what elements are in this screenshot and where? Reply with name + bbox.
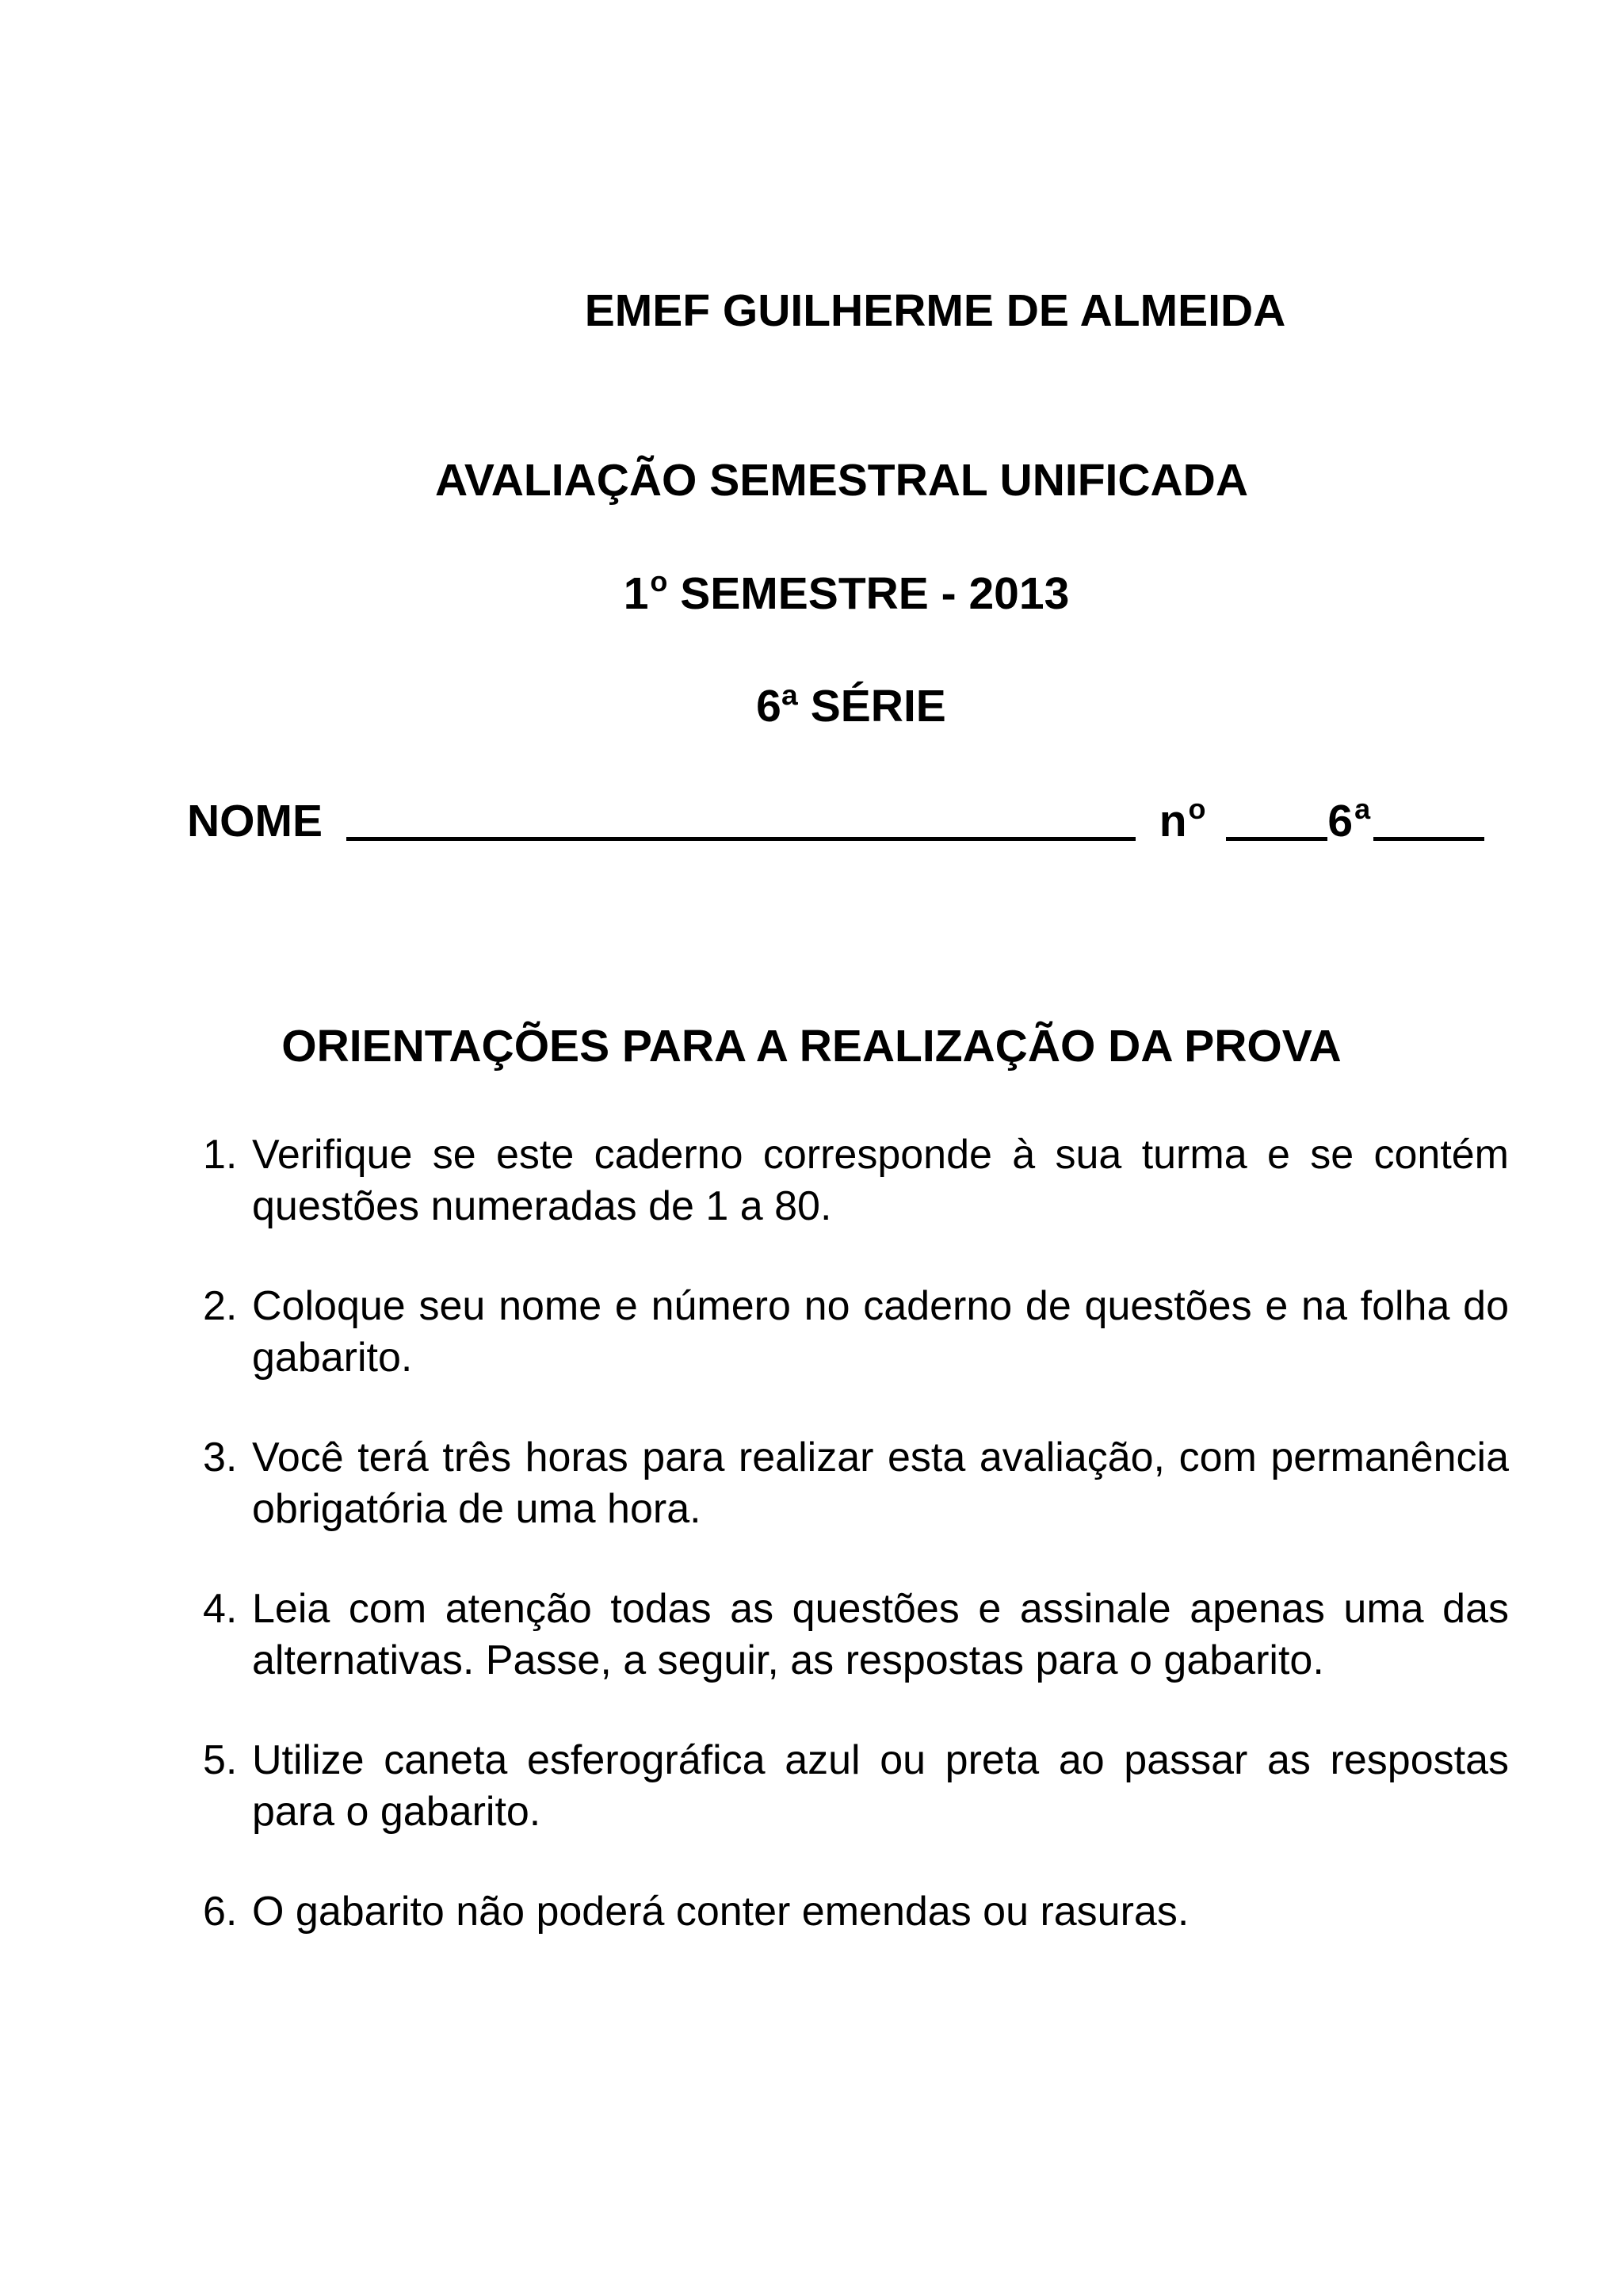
school-name: EMEF GUILHERME DE ALMEIDA [584,285,1286,336]
instruction-item [203,1886,1509,1938]
instruction-number: 5. [203,1737,238,1783]
semester-text: SEMESTRE - 2013 [667,568,1070,619]
instruction-item [203,1432,1509,1535]
instruction-text: Coloque seu nome e número no caderno de questões e na folha do gabarito. [252,1283,1509,1381]
instruction-text: Leia com atenção todas as questões e assinale apenas uma das alternativas. Passe, a seguir, as respostas para o gabarito. [252,1586,1509,1683]
instruction-number: 4. [203,1586,238,1632]
instruction-item [203,1281,1509,1384]
instruction-text: Você terá três horas para realizar esta avaliação, com permanência obrigatória de uma hora. [252,1435,1509,1532]
number-label: n [1159,796,1187,846]
class-blank[interactable] [1373,796,1484,841]
instruction-text: O gabarito não poderá conter emendas ou rasuras. [252,1889,1190,1935]
class-ordinal: a [1354,793,1371,825]
semester-heading [35,565,1623,619]
number-blank[interactable] [1226,796,1327,841]
instruction-text: Verifique se este caderno corresponde à sua turma e se contém questões numeradas de 1 a 80. [252,1132,1509,1229]
instruction-item [203,1735,1509,1838]
name-label: NOME [187,796,323,846]
instruction-item [203,1129,1509,1232]
number-ordinal: o [1188,793,1206,825]
instruction-text: Utilize caneta esferográfica azul ou preta ao passar as respostas para o gabarito. [252,1737,1509,1835]
instructions-title: ORIENTAÇÕES PARA A REALIZAÇÃO DA PROVA [281,1021,1342,1072]
instructions-list [203,1129,1509,1986]
instruction-number: 6. [203,1889,238,1935]
class-label: 6 [1327,796,1354,846]
name-blank[interactable] [346,796,1136,841]
instruction-item [203,1584,1509,1687]
instruction-number: 1. [203,1132,238,1178]
instruction-number: 3. [203,1435,238,1480]
grade-heading: 6ª SÉRIE [756,681,946,732]
instruction-number: 2. [203,1283,238,1329]
student-info-line [187,793,1484,846]
semester-ordinal: o [650,565,668,598]
semester-number: 1 [623,568,649,619]
exam-title: AVALIAÇÃO SEMESTRAL UNIFICADA [435,455,1248,506]
